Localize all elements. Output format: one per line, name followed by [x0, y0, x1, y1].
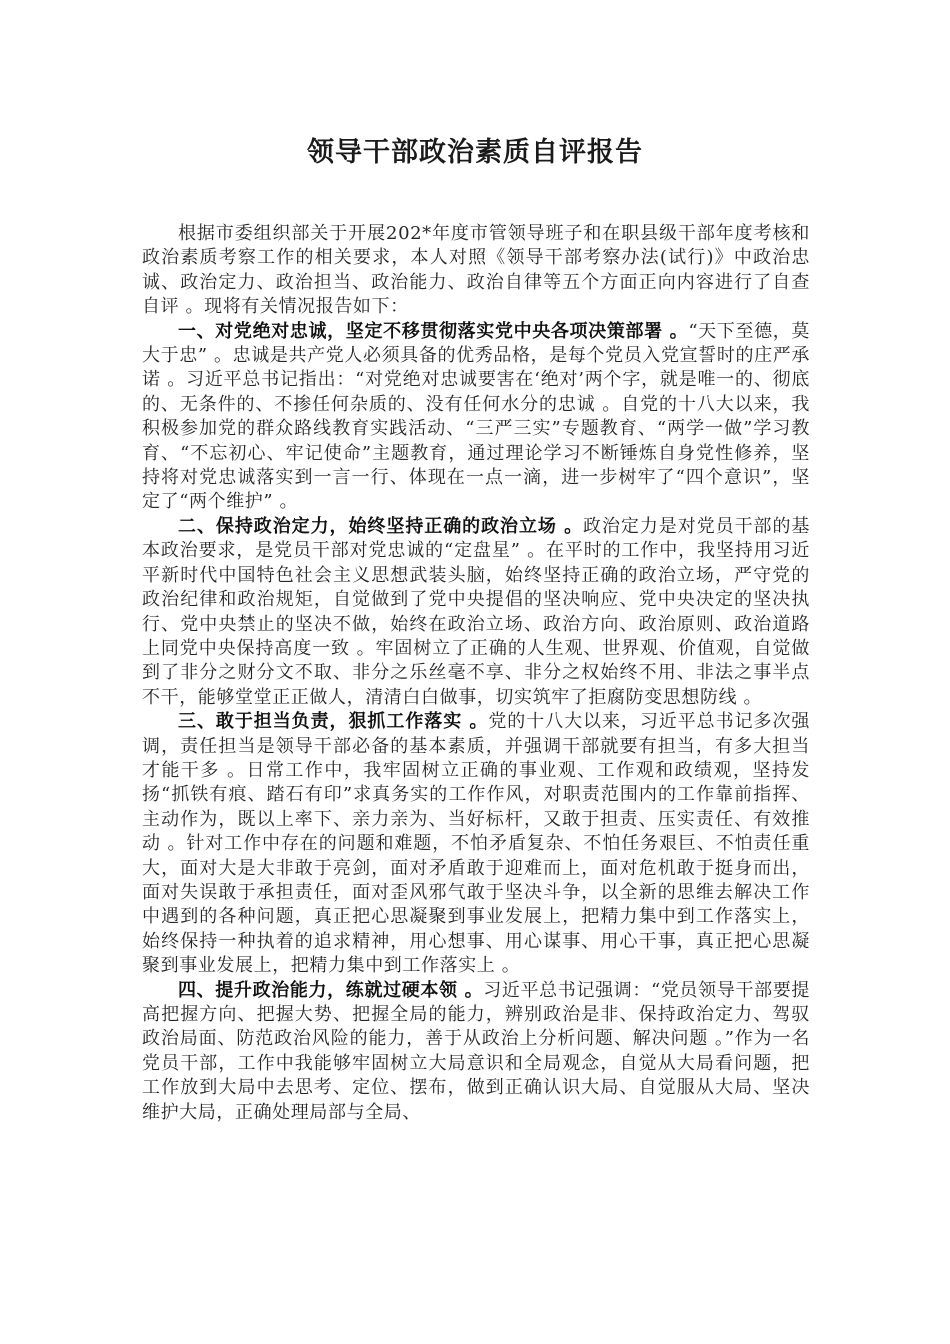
section-4-text: 习近平总书记强调：“党员领导干部要提高把握方向、把握大势、把握全局的能力，辨别政治是非、保持政治定力、驾驭政治局面、防范政治风险的能力，善于从政治上分析问题、解决问题 。”作为一名党员干部，工作中我能够牢固树立大局意识和全局观念，自觉从大局看问题，把工作放到大局中去思考、定位、摆布，做到正确认识大局、自觉服从大局、坚决维护大局，正确处理局部与全局、	[142, 979, 810, 1123]
section-3-text: 党的十八大以来，习近平总书记多次强调，责任担当是领导干部必备的基本素质，并强调干部就要有担当，有多大担当才能干多 。日常工作中，我牢固树立正确的事业观、工作观和政绩观，坚持发扬“抓铁有痕、踏石有印”求真务实的工作作风，对职责范围内的工作靠前指挥、主动作为，既以上率下、亲力亲为、当好标杆，又敢于担责、压实责任、有效推动 。针对工作中存在的问题和难题，不怕矛盾复杂、不怕任务艰巨、不怕责任重大，面对大是大非敢于亮剑，面对矛盾敢于迎难而上，面对危机敢于挺身而出，面对失误敢于承担责任，面对歪风邪气敢于坚决斗争，以全新的思维去解决工作中遇到的各种问题，真正把心思凝聚到事业发展上，把精力集中到工作落实上，始终保持一种执着的追求精神，用心想事、用心谋事、用心干事，真正把心思凝聚到事业发展上，把精力集中到工作落实上 。	[142, 711, 811, 977]
section-1-paragraph	[142, 320, 810, 515]
section-1-heading: 一、对党绝对忠诚，坚定不移贯彻落实党中央各项决策部署 。	[178, 320, 689, 342]
document-title: 领导干部政治素质自评报告	[307, 137, 643, 168]
intro-paragraph	[142, 222, 810, 320]
section-4-paragraph	[142, 979, 810, 1125]
section-2-paragraph	[142, 515, 810, 710]
document-body	[142, 222, 810, 1125]
section-3-heading: 三、敢于担当负责，狠抓工作落实 。	[178, 711, 489, 733]
section-2-heading: 二、保持政治定力，始终坚持正确的政治立场 。	[178, 515, 584, 537]
section-4-heading: 四、提升政治能力，练就过硬本领 。	[178, 979, 484, 1001]
section-1-text: “天下至德，莫大于忠” 。忠诚是共产党人必须具备的优秀品格，是每个党员入党宣誓时的庄严承诺 。习近平总书记指出：“对党绝对忠诚要害在‘绝对’两个字，就是唯一的、彻底的、无条件的、不掺任何杂质的、没有任何水分的忠诚 。自党的十八大以来，我积极参加党的群众路线教育实践活动、“三严三实”专题教育、“两学一做”学习教育、“不忘初心、牢记使命”主题教育，通过理论学习不断锤炼自身党性修养，坚持将对党忠诚落实到一言一行、体现在一点一滴，进一步树牢了“四个意识”，坚定了“两个维护” 。	[142, 320, 810, 513]
paragraph-text: 根据市委组织部关于开展202*年度市管领导班子和在职县级干部年度考核和政治素质考察工作的相关要求，本人对照《领导干部考察办法(试行)》中政治忠诚、政治定力、政治担当、政治能力、政治自律等五个方面正向内容进行了自查自评 。现将有关情况报告如下：	[142, 223, 810, 318]
section-2-text: 政治定力是对党员干部的基本政治要求，是党员干部对党忠诚的“定盘星” 。在平时的工作中，我坚持用习近平新时代中国特色社会主义思想武装头脑，始终坚持正确的政治立场，严守党的政治纪律和政治规矩，自觉做到了党中央提倡的坚决响应、党中央决定的坚决执行、党中央禁止的坚决不做，始终在政治立场、政治方向、政治原则、政治道路上同党中央保持高度一致 。牢固树立了正确的人生观、世界观、价值观，自觉做到了非分之财分文不取、非分之乐丝毫不享、非分之权始终不用、非法之事半点不干，能够堂堂正正做人，清清白白做事，切实筑牢了拒腐防变思想防线 。	[142, 515, 811, 708]
section-3-paragraph	[142, 710, 810, 978]
